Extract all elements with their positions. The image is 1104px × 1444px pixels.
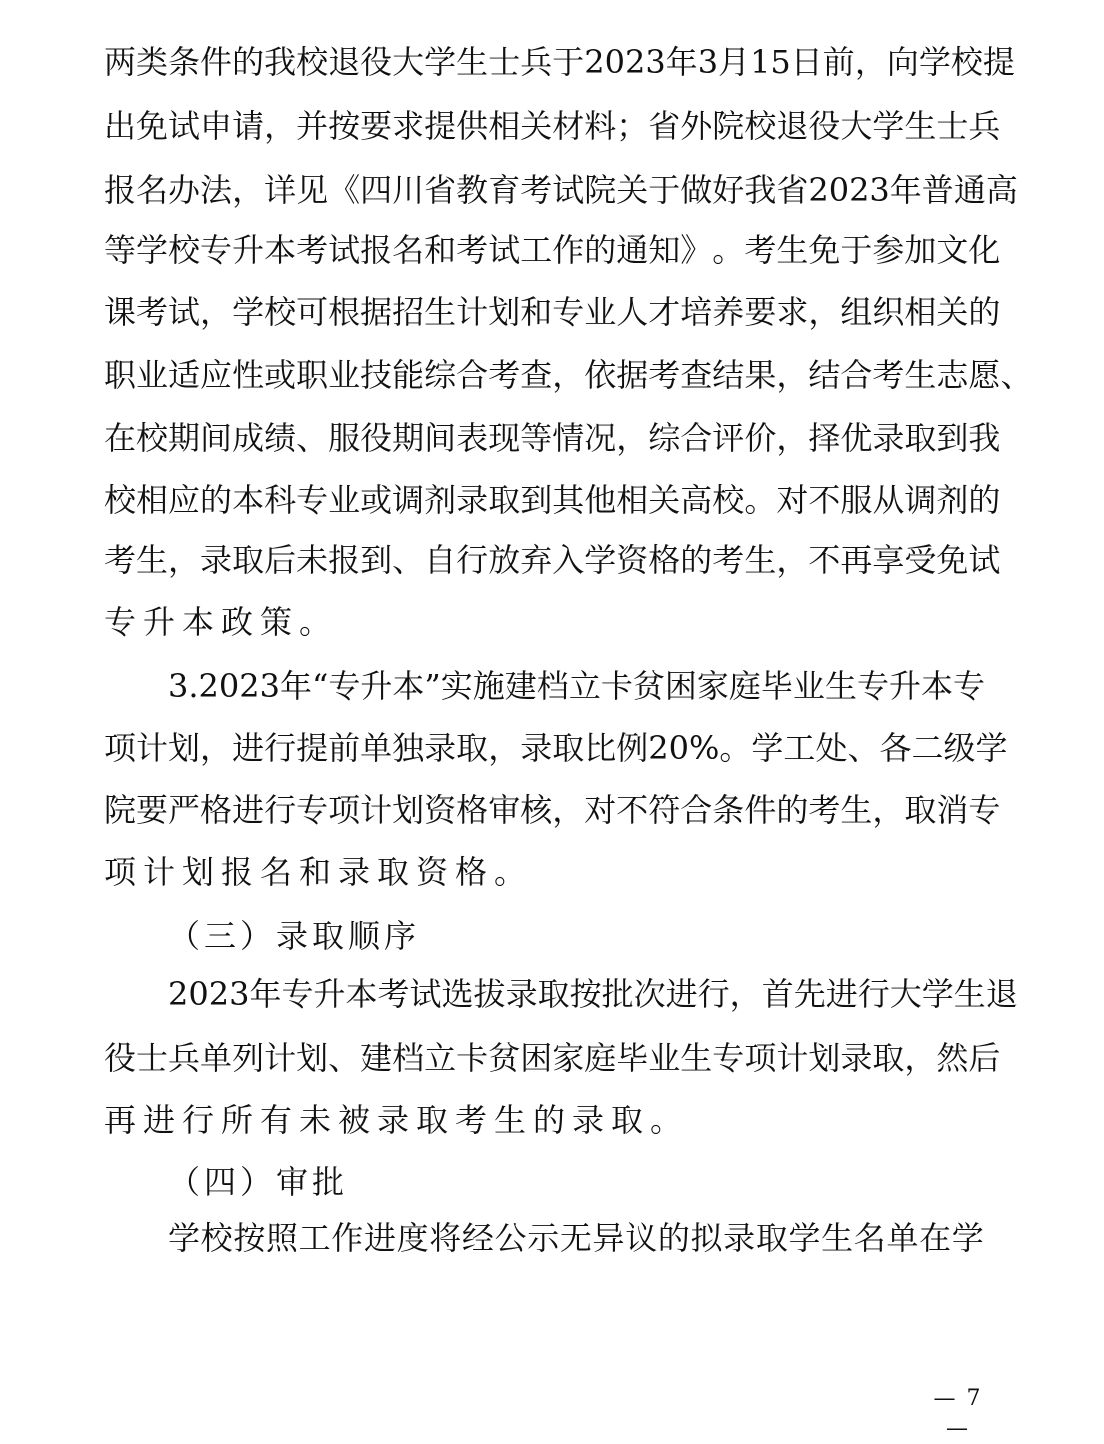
p1-line-4: 等 学 校 专 升 本 考 试 报 名 和 考 试 工 作 的 通 知 》 。 考 生 免 于 参 加 文 化: [104, 231, 1001, 269]
p2-line-2: 项 计 划 ， 进 行 提 前 单 独 录 取 ， 录 取 比 例 20% 。 学 工 处 、 各 二 级 学: [104, 729, 1008, 767]
p3-line-1: 2023 年 专 升 本 考 试 选 拔 录 取 按 批 次 进 行 ， 首 先 进 行 大 学 生 退: [168, 975, 1018, 1013]
p1-line-7: 在 校 期 间 成 绩 、 服 役 期 间 表 现 等 情 况 ， 综 合 评 价 ， 择 优 录 取 到 我: [104, 419, 1001, 457]
p1-line-5: 课 考 试 ， 学 校 可 根 据 招 生 计 划 和 专 业 人 才 培 养 要 求 ， 组 织 相 关 的: [104, 293, 1001, 331]
section-heading-3: （三）录取顺序: [168, 917, 421, 955]
p1-line-10: 专升本政策。: [104, 603, 339, 641]
p1-line-9: 考 生 ， 录 取 后 未 报 到 、 自 行 放 弃 入 学 资 格 的 考 生 ， 不 再 享 受 免 试: [104, 541, 1001, 579]
p1-line-3: 报 名 办 法 ， 详 见 《 四 川 省 教 育 考 试 院 关 于 做 好 我 省 2023 年 普 通 高: [104, 171, 1018, 209]
p1-line-1: 两 类 条 件 的 我 校 退 役 大 学 生 士 兵 于 2023 年 3 月 15 日 前 ， 向 学 校 提: [104, 43, 1015, 81]
page-number: — 7 —: [933, 1386, 983, 1441]
p1-line-6: 职 业 适 应 性 或 职 业 技 能 综 合 考 查 ， 依 据 考 查 结 果 ， 结 合 考 生 志 愿 、: [104, 356, 1033, 394]
p1-line-2: 出 免 试 申 请 ， 并 按 要 求 提 供 相 关 材 料 ； 省 外 院 校 退 役 大 学 生 士 兵: [104, 107, 1001, 145]
section-heading-4: （四）审批: [168, 1163, 349, 1201]
p2-line-3: 院 要 严 格 进 行 专 项 计 划 资 格 审 核 ， 对 不 符 合 条 件 的 考 生 ， 取 消 专: [104, 791, 1001, 829]
p4-line-1: 学 校 按 照 工 作 进 度 将 经 公 示 无 异 议 的 拟 录 取 学 生 名 单 在 学: [168, 1219, 984, 1257]
p1-line-8: 校 相 应 的 本 科 专 业 或 调 剂 录 取 到 其 他 相 关 高 校 。 对 不 服 从 调 剂 的: [104, 481, 1001, 519]
p3-line-3: 再进行所有未被录取考生的录取。: [104, 1101, 690, 1139]
p3-line-2: 役 士 兵 单 列 计 划 、 建 档 立 卡 贫 困 家 庭 毕 业 生 专 项 计 划 录 取 ， 然 后: [104, 1039, 1001, 1077]
p2-line-4: 项计划报名和录取资格。: [104, 853, 534, 891]
p2-line-1: 3.2023 年 “ 专 升 本 ” 实 施 建 档 立 卡 贫 困 家 庭 毕 业 生 专 升 本 专: [168, 667, 986, 705]
